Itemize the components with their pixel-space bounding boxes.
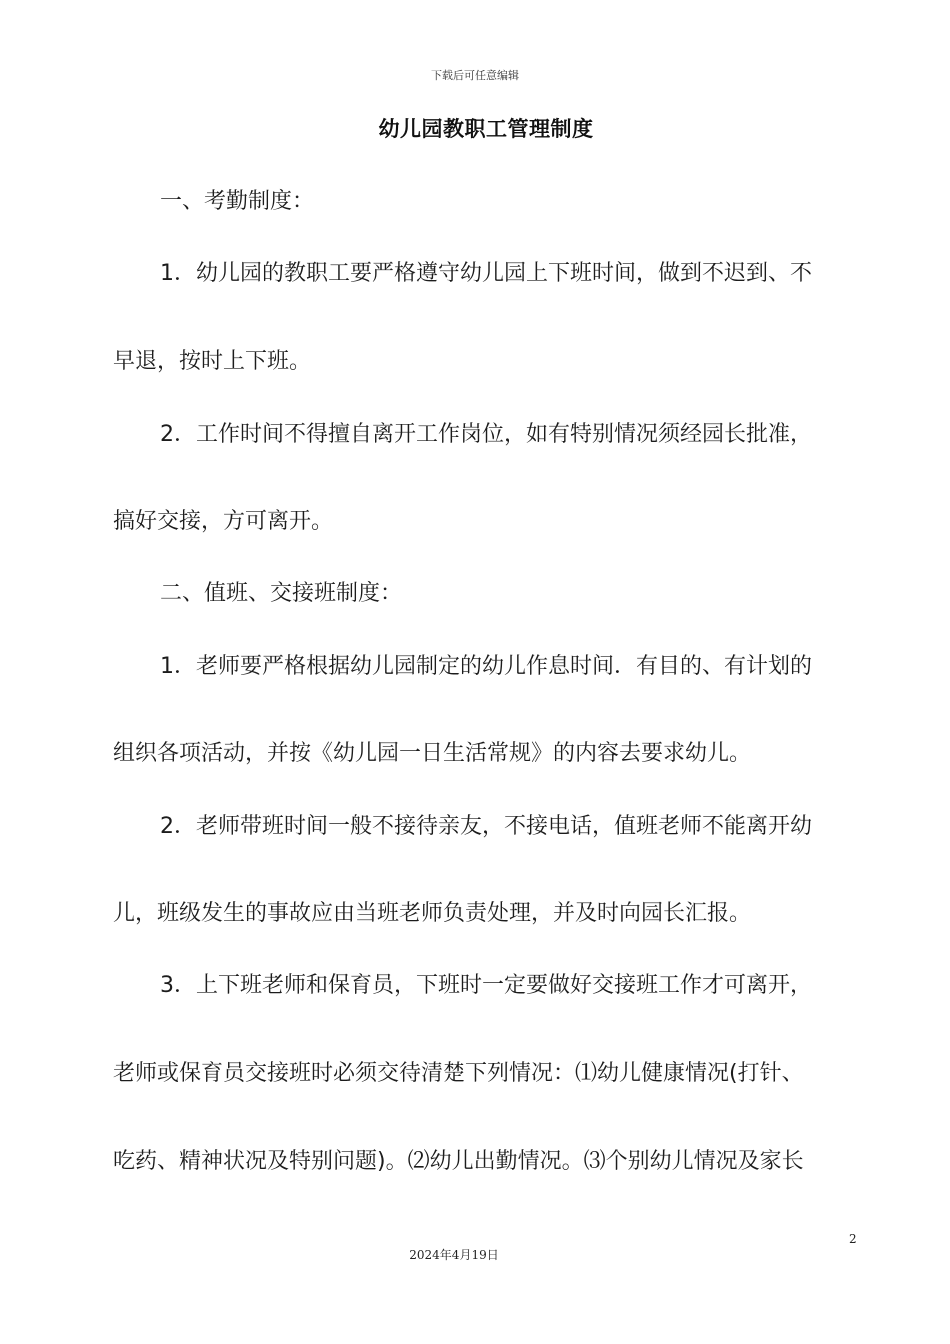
document-title: 幼儿园教职工管理制度 (378, 117, 594, 141)
paragraph-line: 吃药、精神状况及特别问题)。⑵幼儿出勤情况。⑶个别幼儿情况及家长 (113, 1149, 804, 1174)
paragraph-line: 2．老师带班时间一般不接待亲友，不接电话，值班老师不能离开幼 (160, 814, 812, 839)
paragraph-line: 2．工作时间不得擅自离开工作岗位，如有特别情况须经园长批准， (160, 422, 812, 447)
paragraph-line: 老师或保育员交接班时必须交待清楚下列情况：⑴幼儿健康情况(打针、 (113, 1061, 804, 1086)
paragraph-line: 搞好交接，方可离开。 (113, 509, 334, 534)
header-note: 下载后可任意编辑 (431, 69, 519, 82)
paragraph-line: 1．幼儿园的教职工要严格遵守幼儿园上下班时间，做到不迟到、不 (160, 261, 812, 286)
paragraph-line: 早退，按时上下班。 (113, 349, 312, 374)
paragraph-line: 3．上下班老师和保育员，下班时一定要做好交接班工作才可离开， (160, 973, 812, 998)
paragraph-line: 儿，班级发生的事故应由当班老师负责处理，并及时向园长汇报。 (113, 901, 752, 926)
footer-date: 2024年4月19日 (409, 1248, 499, 1262)
section-heading-duty: 二、值班、交接班制度： (160, 581, 403, 606)
section-heading-attendance: 一、考勤制度： (160, 189, 315, 214)
paragraph-line: 组织各项活动，并按《幼儿园一日生活常规》的内容去要求幼儿。 (113, 741, 752, 766)
paragraph-line: 1．老师要严格根据幼儿园制定的幼儿作息时间．有目的、有计划的 (160, 654, 812, 679)
page-number: 2 (849, 1232, 857, 1246)
